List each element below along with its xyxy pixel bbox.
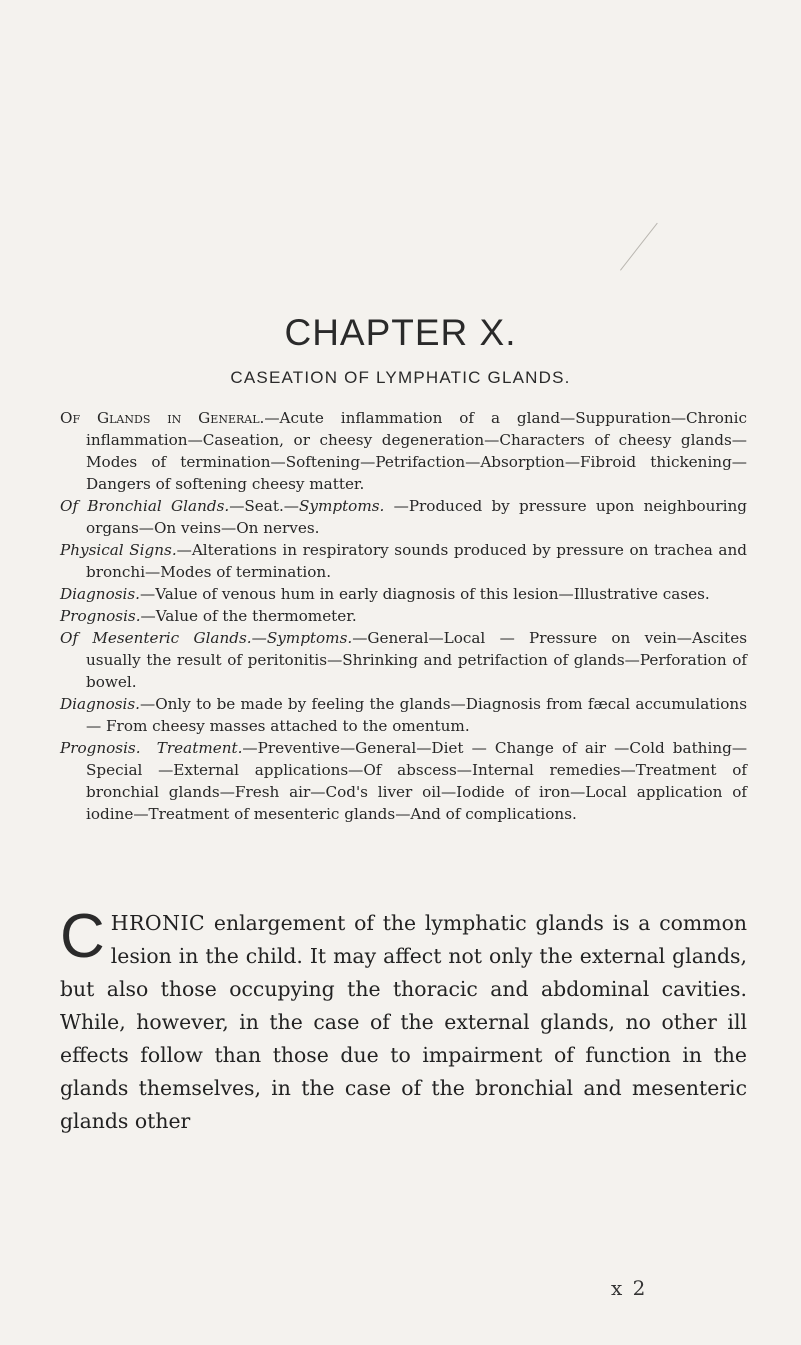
contents-entry-diagnosis-bronchial xyxy=(60,583,747,605)
entry-text: —General—Local — Pressure on vein—Ascites usually the result of peritonitis—Shrinking and petrifaction of glands—Perforation of bowel. xyxy=(86,629,748,691)
pencil-stroke-mark xyxy=(620,223,658,271)
chapter-subtitle: CASEATION OF LYMPHATIC GLANDS. xyxy=(230,368,571,387)
entry-lead: Prognosis. xyxy=(60,739,141,757)
entry-text: —Alterations in respiratory sounds produced by pressure on trachea and bronchi—Modes of termination. xyxy=(86,541,747,581)
paragraph-text: enlargement of the lymphatic glands is a common lesion in the child. It may affect not only the external glands, but also those occupying the thoracic and abdominal cavities. While, however, in the case of the external glands, no other ill effects follow than those due to impairment of function in the glands themselves, in the case of the bronchial and mesenteric glands other xyxy=(60,911,747,1133)
entry-text: —Seat.— xyxy=(229,497,299,515)
opening-paragraph xyxy=(60,902,747,1138)
contents-entry-physical-signs xyxy=(60,539,747,583)
entry-text: —Acute inflammation of a gland—Suppuration—Chronic inflammation—Caseation, or cheesy degeneration—Characters of cheesy glands—Modes of termination—Softening—Petrifaction—Absorption—Fibroid thickening—Dangers of softening cheesy matter. xyxy=(86,409,747,493)
opening-word: HRONIC xyxy=(110,911,206,935)
contents-entry-prognosis-treatment xyxy=(60,737,747,825)
entry-subhead: Treatment. xyxy=(156,739,243,757)
drop-cap-letter: C xyxy=(60,902,105,971)
entry-text: —Value of venous hum in early diagnosis of this lesion—Illustrative cases. xyxy=(140,585,710,603)
contents-entry-diagnosis-mesenteric xyxy=(60,693,747,737)
chapter-title: CHAPTER X. xyxy=(284,312,517,353)
entry-lead: Diagnosis. xyxy=(60,695,141,713)
entry-subhead: Symptoms. xyxy=(266,629,353,647)
contents-entry-prognosis-bronchial xyxy=(60,605,747,627)
contents-entry-mesenteric-glands xyxy=(60,627,747,693)
chapter-contents-summary xyxy=(60,407,747,825)
entry-text xyxy=(141,739,157,757)
entry-lead: Prognosis. xyxy=(60,607,141,625)
entry-text: —Preventive—General—Diet — Change of air —Cold bathing—Special —External applications—Of abscess—Internal remedies—Treatment of bronchial glands—Fresh air—Cod's liver oil—Iodide of iron—Local application of iodine—Treatment of mesenteric glands—And of complications. xyxy=(86,739,748,823)
contents-entry-bronchial-glands xyxy=(60,495,747,539)
entry-text: —Value of the thermometer. xyxy=(140,607,357,625)
contents-entry-glands-in-general xyxy=(60,407,747,495)
entry-lead: Of Bronchial Glands. xyxy=(60,497,230,515)
entry-lead: Diagnosis. xyxy=(60,585,141,603)
entry-text: —Only to be made by feeling the glands—Diagnosis from fæcal accumulations — From cheesy masses attached to the omentum. xyxy=(86,695,747,735)
entry-text: — xyxy=(251,629,267,647)
entry-subhead: Symptoms. xyxy=(298,497,385,515)
entry-lead: Physical Signs. xyxy=(60,541,177,559)
entry-text: —Produced by pressure upon neighbouring organs—On veins—On nerves. xyxy=(86,497,747,537)
entry-lead: Of Glands in General. xyxy=(60,409,265,427)
body-paragraph xyxy=(60,902,747,1138)
entry-lead: Of Mesenteric Glands. xyxy=(60,629,252,647)
signature-mark: x 2 xyxy=(611,1276,648,1300)
